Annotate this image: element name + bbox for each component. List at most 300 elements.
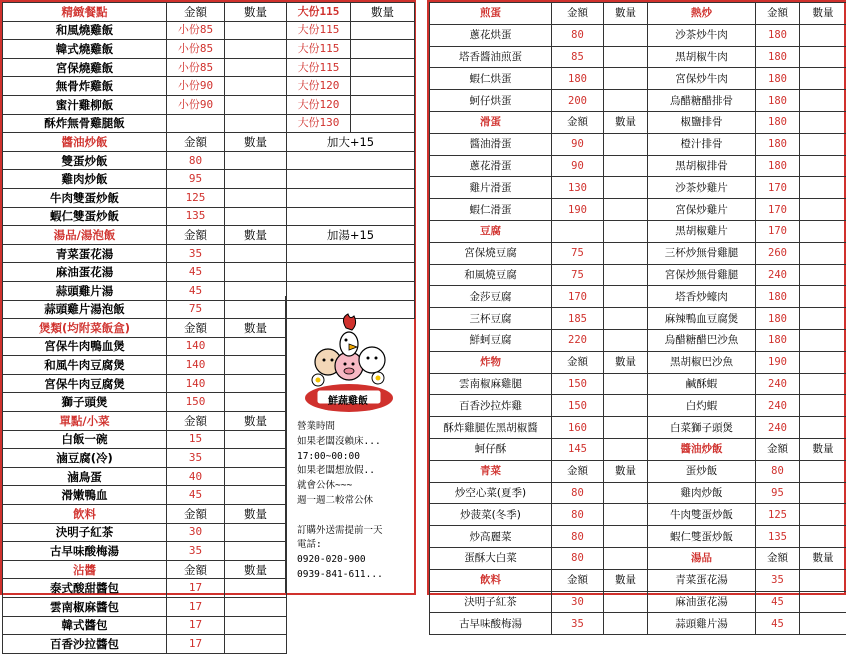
section-title: 沾醬	[3, 560, 167, 579]
qty-cell[interactable]	[604, 613, 648, 635]
qty-cell[interactable]	[800, 155, 846, 177]
qty-header-label[interactable]: 數量	[604, 3, 648, 25]
menu-row	[430, 286, 846, 308]
item-name: 決明子紅茶	[430, 591, 552, 613]
item-name: 韓式醬包	[3, 616, 167, 635]
qty-cell[interactable]	[800, 242, 846, 264]
qty-cell[interactable]	[604, 133, 648, 155]
qty-cell[interactable]	[225, 356, 287, 375]
item-name: 百香沙拉醬包	[3, 635, 167, 654]
item-price: 80	[552, 24, 604, 46]
qty-cell[interactable]	[800, 373, 846, 395]
item-price: 170	[552, 286, 604, 308]
item-price: 180	[756, 308, 800, 330]
item-name: 炒空心菜(夏季)	[430, 482, 552, 504]
item-price-large: 大份120	[287, 95, 351, 114]
info-line: 0939-841-611...	[297, 569, 383, 581]
item-name: 三杯炒無骨雞腿	[648, 242, 756, 264]
qty-header-label[interactable]: 數量	[800, 438, 846, 460]
item-price: 45	[167, 281, 225, 300]
menu-row	[3, 95, 415, 114]
price-header: 金額	[167, 133, 225, 152]
qty-cell[interactable]	[604, 504, 648, 526]
qty-cell[interactable]	[604, 395, 648, 417]
qty-header-label[interactable]: 數量	[225, 3, 287, 22]
price-header: 金額	[552, 351, 604, 373]
qty-header-label[interactable]: 數量	[604, 351, 648, 373]
item-name: 古早味酸梅湯	[3, 542, 167, 561]
item-name: 金莎豆腐	[430, 286, 552, 308]
price-header: 金額	[167, 226, 225, 245]
qty-cell[interactable]	[800, 220, 846, 242]
qty-cell[interactable]	[225, 300, 287, 319]
item-price: 80	[552, 547, 604, 569]
section-title: 熱炒	[648, 3, 756, 25]
info-line: 如果老闆想放假..	[297, 465, 375, 477]
menu-row	[3, 21, 415, 40]
qty-cell[interactable]	[225, 598, 287, 617]
qty-cell[interactable]	[800, 46, 846, 68]
menu-row	[430, 46, 846, 68]
info-line: 訂購外送需提前一天	[297, 525, 383, 537]
item-price: 185	[552, 308, 604, 330]
qty-cell[interactable]	[225, 374, 287, 393]
qty-header-label[interactable]: 數量	[800, 547, 846, 569]
menu-row	[430, 24, 846, 46]
qty-header-label[interactable]: 數量	[225, 560, 287, 579]
menu-row	[430, 155, 846, 177]
item-name: 雙蛋炒飯	[3, 151, 167, 170]
qty-cell[interactable]	[604, 417, 648, 439]
qty-cell[interactable]	[225, 616, 287, 635]
item-price: 17	[167, 579, 225, 598]
item-price: 135	[756, 526, 800, 548]
qty-header-label[interactable]: 數量	[351, 3, 415, 22]
item-price-small: 小份90	[167, 77, 225, 96]
qty-cell[interactable]	[225, 40, 287, 59]
menu-row	[430, 242, 846, 264]
qty-cell[interactable]	[351, 114, 415, 133]
qty-header-label[interactable]: 數量	[604, 460, 648, 482]
item-price: 80	[552, 504, 604, 526]
item-name: 蔥花滑蛋	[430, 155, 552, 177]
item-price: 140	[167, 337, 225, 356]
price-large-header: 大份115	[287, 3, 351, 22]
item-name: 鹹酥蝦	[648, 373, 756, 395]
item-price: 180	[756, 329, 800, 351]
qty-cell[interactable]	[225, 244, 287, 263]
qty-cell[interactable]	[225, 430, 287, 449]
qty-cell[interactable]	[800, 133, 846, 155]
item-name: 塔香炒蠔肉	[648, 286, 756, 308]
qty-cell[interactable]	[800, 177, 846, 199]
item-name: 宮保燒豆腐	[430, 242, 552, 264]
item-price-small: 小份85	[167, 58, 225, 77]
item-name: 宮保牛肉鴨血煲	[3, 337, 167, 356]
qty-cell[interactable]	[225, 58, 287, 77]
section-header-soy	[3, 133, 415, 152]
section-title: 湯品	[648, 547, 756, 569]
item-price: 150	[552, 395, 604, 417]
blank-cell	[287, 188, 415, 207]
item-name: 炒高麗菜	[430, 526, 552, 548]
qty-cell[interactable]	[604, 438, 648, 460]
item-name: 橙汁排骨	[648, 133, 756, 155]
item-name: 雞片滑蛋	[430, 177, 552, 199]
price-header: 金額	[167, 560, 225, 579]
qty-cell[interactable]	[800, 111, 846, 133]
item-name: 蝦仁雙蛋炒飯	[648, 526, 756, 548]
item-name: 黑胡椒巴沙魚	[648, 351, 756, 373]
section-title: 滑蛋	[430, 111, 552, 133]
price-header: 金額	[756, 547, 800, 569]
qty-cell[interactable]	[604, 373, 648, 395]
item-price: 35	[552, 613, 604, 635]
item-price: 17	[167, 598, 225, 617]
qty-cell[interactable]	[351, 21, 415, 40]
qty-cell[interactable]	[225, 281, 287, 300]
item-price: 125	[756, 504, 800, 526]
section-header-combo	[3, 3, 415, 22]
qty-cell[interactable]	[604, 308, 648, 330]
blank-cell	[287, 244, 415, 263]
qty-cell[interactable]	[800, 329, 846, 351]
menu-row	[430, 177, 846, 199]
item-price: 220	[552, 329, 604, 351]
qty-cell[interactable]	[800, 199, 846, 221]
qty-cell[interactable]	[604, 591, 648, 613]
right-menu-table	[429, 2, 846, 635]
item-price: 45	[756, 591, 800, 613]
item-price: 90	[552, 133, 604, 155]
item-name: 和風牛肉豆腐煲	[3, 356, 167, 375]
section-title: 湯品/湯泡飯	[3, 226, 167, 245]
item-name: 塔香醬油煎蛋	[430, 46, 552, 68]
menu-row	[3, 77, 415, 96]
item-name: 沙茶炒雞片	[648, 177, 756, 199]
right-menu-panel	[427, 0, 846, 595]
qty-header-label[interactable]: 數量	[225, 226, 287, 245]
qty-cell[interactable]	[225, 170, 287, 189]
item-price: 160	[552, 417, 604, 439]
item-name: 蒜頭雞片湯	[3, 281, 167, 300]
menu-row	[430, 482, 846, 504]
qty-cell[interactable]	[800, 286, 846, 308]
qty-cell[interactable]	[604, 526, 648, 548]
section-header-soup	[3, 226, 415, 245]
item-name: 雞肉炒飯	[648, 482, 756, 504]
item-name: 和風燒雞飯	[3, 21, 167, 40]
menu-row	[3, 58, 415, 77]
menu-row	[430, 438, 846, 460]
qty-cell[interactable]	[225, 188, 287, 207]
item-name: 宮保燒雞飯	[3, 58, 167, 77]
item-price: 190	[552, 199, 604, 221]
qty-cell[interactable]	[604, 242, 648, 264]
menu-row	[3, 635, 415, 654]
item-name: 黑胡椒雞片	[648, 220, 756, 242]
item-name: 宮保炒雞片	[648, 199, 756, 221]
qty-cell[interactable]	[800, 24, 846, 46]
section-title: 煎蛋	[430, 3, 552, 25]
qty-cell[interactable]	[800, 591, 846, 613]
qty-header-label[interactable]	[604, 220, 648, 242]
qty-cell[interactable]	[800, 613, 846, 635]
item-price: 140	[167, 374, 225, 393]
item-price-large: 大份120	[287, 77, 351, 96]
qty-cell[interactable]	[604, 286, 648, 308]
item-price: 30	[167, 523, 225, 542]
menu-row	[430, 199, 846, 221]
info-line: 17:00~00:00	[297, 451, 360, 463]
item-name: 古早味酸梅湯	[430, 613, 552, 635]
price-header	[552, 220, 604, 242]
item-price: 85	[552, 46, 604, 68]
item-name: 白菜獅子頭煲	[648, 417, 756, 439]
item-price: 17	[167, 635, 225, 654]
section-title: 豆腐	[430, 220, 552, 242]
price-header: 金額	[552, 569, 604, 591]
qty-cell[interactable]	[800, 504, 846, 526]
info-line: 週一週二較常公休	[297, 495, 373, 507]
item-name: 宮保炒無骨雞腿	[648, 264, 756, 286]
qty-cell[interactable]	[800, 460, 846, 482]
qty-cell[interactable]	[225, 486, 287, 505]
item-name: 三杯豆腐	[430, 308, 552, 330]
qty-header-label[interactable]: 數量	[225, 133, 287, 152]
qty-cell[interactable]	[800, 526, 846, 548]
qty-cell[interactable]	[225, 337, 287, 356]
item-price: 35	[167, 449, 225, 468]
menu-row	[430, 111, 846, 133]
section-title: 飲料	[3, 505, 167, 524]
item-price: 170	[756, 199, 800, 221]
menu-row	[430, 90, 846, 112]
blank-cell	[287, 263, 415, 282]
qty-cell[interactable]	[604, 24, 648, 46]
item-price: 180	[552, 68, 604, 90]
item-name: 蜜汁雞柳飯	[3, 95, 167, 114]
qty-cell[interactable]	[800, 482, 846, 504]
item-price: 240	[756, 395, 800, 417]
section-title: 單點/小菜	[3, 412, 167, 431]
menu-row	[430, 417, 846, 439]
qty-cell[interactable]	[225, 77, 287, 96]
item-price: 130	[552, 177, 604, 199]
item-price: 180	[756, 155, 800, 177]
qty-cell[interactable]	[800, 417, 846, 439]
item-price: 140	[167, 356, 225, 375]
item-name: 烏醋糖醋排骨	[648, 90, 756, 112]
item-price: 200	[552, 90, 604, 112]
item-price: 240	[756, 373, 800, 395]
item-price: 170	[756, 177, 800, 199]
menu-row	[430, 308, 846, 330]
qty-header-label[interactable]: 數量	[800, 3, 846, 25]
section-title: 青菜	[430, 460, 552, 482]
item-name: 青菜蛋花湯	[648, 569, 756, 591]
item-name: 蚵仔酥	[430, 438, 552, 460]
item-name: 和風燒豆腐	[430, 264, 552, 286]
info-line: 營業時間	[297, 421, 335, 433]
section-title: 精緻餐點	[3, 3, 167, 22]
qty-cell[interactable]	[604, 46, 648, 68]
qty-header-label[interactable]: 數量	[604, 111, 648, 133]
qty-cell[interactable]	[225, 449, 287, 468]
qty-cell[interactable]	[225, 542, 287, 561]
qty-header-label[interactable]: 數量	[604, 569, 648, 591]
item-price: 75	[552, 242, 604, 264]
item-price: 180	[756, 68, 800, 90]
extra-note: 加大+15	[287, 133, 415, 152]
menu-row	[430, 264, 846, 286]
qty-cell[interactable]	[604, 177, 648, 199]
menu-row	[3, 263, 415, 282]
item-price: 180	[756, 46, 800, 68]
item-price: 180	[756, 286, 800, 308]
item-name: 麻辣鴨血豆腐煲	[648, 308, 756, 330]
menu-row	[430, 504, 846, 526]
menu-row	[3, 114, 415, 133]
item-name: 韓式燒雞飯	[3, 40, 167, 59]
item-price-small	[167, 114, 225, 133]
item-name: 酥炸雞腿佐黑胡椒醬	[430, 417, 552, 439]
menu-row	[430, 373, 846, 395]
qty-cell[interactable]	[225, 21, 287, 40]
menu-row	[430, 3, 846, 25]
qty-cell[interactable]	[225, 114, 287, 133]
item-price: 35	[756, 569, 800, 591]
item-price: 45	[167, 486, 225, 505]
qty-cell[interactable]	[800, 90, 846, 112]
menu-row	[430, 220, 846, 242]
price-header: 金額	[167, 412, 225, 431]
item-name: 滑嫩鴨血	[3, 486, 167, 505]
item-name: 烏醋糖醋巴沙魚	[648, 329, 756, 351]
item-price: 40	[167, 467, 225, 486]
item-name: 蛋酥大白菜	[430, 547, 552, 569]
item-name: 蝦仁滑蛋	[430, 199, 552, 221]
qty-cell[interactable]	[604, 199, 648, 221]
qty-cell[interactable]	[800, 308, 846, 330]
menu-row	[3, 244, 415, 263]
qty-cell[interactable]	[225, 151, 287, 170]
item-price: 180	[756, 133, 800, 155]
item-price: 190	[756, 351, 800, 373]
item-price: 75	[552, 264, 604, 286]
qty-cell[interactable]	[604, 482, 648, 504]
shop-logo-text: 鮮蔬雞飯	[316, 392, 380, 407]
item-price: 150	[167, 393, 225, 412]
item-name: 泰式酸甜醬包	[3, 579, 167, 598]
qty-header-label[interactable]: 數量	[225, 319, 287, 338]
qty-cell[interactable]	[225, 95, 287, 114]
item-price: 180	[756, 24, 800, 46]
menu-row	[430, 526, 846, 548]
item-price: 145	[552, 438, 604, 460]
item-name: 雲南椒麻醬包	[3, 598, 167, 617]
qty-cell[interactable]	[225, 467, 287, 486]
item-name: 炒菠菜(冬季)	[430, 504, 552, 526]
qty-cell[interactable]	[225, 393, 287, 412]
item-name: 青菜蛋花湯	[3, 244, 167, 263]
menu-row	[430, 591, 846, 613]
menu-row	[430, 395, 846, 417]
price-header: 金額	[756, 438, 800, 460]
menu-row	[430, 68, 846, 90]
price-header: 金額	[552, 111, 604, 133]
item-name: 滷鳥蛋	[3, 467, 167, 486]
qty-cell[interactable]	[351, 77, 415, 96]
qty-cell[interactable]	[225, 263, 287, 282]
item-price: 170	[756, 220, 800, 242]
item-name: 牛肉雙蛋炒飯	[648, 504, 756, 526]
qty-cell[interactable]	[351, 95, 415, 114]
menu-row	[3, 207, 415, 226]
qty-cell[interactable]	[351, 58, 415, 77]
info-line: 如果老闆沒賴床...	[297, 436, 381, 448]
item-price: 135	[167, 207, 225, 226]
price-header: 金額	[552, 460, 604, 482]
item-price: 240	[756, 264, 800, 286]
item-name: 蒜頭雞片湯	[648, 613, 756, 635]
section-title: 炸物	[430, 351, 552, 373]
qty-cell[interactable]	[351, 40, 415, 59]
item-price-large: 大份115	[287, 21, 351, 40]
item-price-small: 小份90	[167, 95, 225, 114]
qty-cell[interactable]	[604, 329, 648, 351]
item-price: 240	[756, 417, 800, 439]
qty-cell[interactable]	[800, 569, 846, 591]
section-title: 飲料	[430, 569, 552, 591]
qty-cell[interactable]	[604, 90, 648, 112]
qty-cell[interactable]	[604, 68, 648, 90]
qty-cell[interactable]	[225, 635, 287, 654]
qty-cell[interactable]	[800, 68, 846, 90]
qty-cell[interactable]	[604, 264, 648, 286]
item-name: 椒鹽排骨	[648, 111, 756, 133]
price-header: 金額	[552, 3, 604, 25]
info-line: 0920-020-900	[297, 554, 366, 566]
item-price: 35	[167, 244, 225, 263]
item-name: 白飯一碗	[3, 430, 167, 449]
item-price: 35	[167, 542, 225, 561]
item-name: 宮保炒牛肉	[648, 68, 756, 90]
item-name: 蔥花烘蛋	[430, 24, 552, 46]
item-price: 17	[167, 616, 225, 635]
item-name: 麻油蛋花湯	[648, 591, 756, 613]
price-header: 金額	[167, 319, 225, 338]
item-price: 15	[167, 430, 225, 449]
qty-header-label[interactable]: 數量	[225, 412, 287, 431]
qty-cell[interactable]	[225, 207, 287, 226]
qty-cell[interactable]	[225, 523, 287, 542]
blank-cell	[287, 151, 415, 170]
qty-header-label[interactable]: 數量	[225, 505, 287, 524]
item-price: 80	[552, 526, 604, 548]
item-price: 180	[756, 90, 800, 112]
qty-cell[interactable]	[800, 351, 846, 373]
item-name: 無骨炸雞飯	[3, 77, 167, 96]
item-name: 白灼蝦	[648, 395, 756, 417]
menu-row	[430, 547, 846, 569]
menu-row	[3, 151, 415, 170]
qty-cell[interactable]	[604, 155, 648, 177]
qty-cell[interactable]	[604, 547, 648, 569]
qty-cell[interactable]	[800, 264, 846, 286]
item-price: 75	[167, 300, 225, 319]
qty-cell[interactable]	[800, 395, 846, 417]
